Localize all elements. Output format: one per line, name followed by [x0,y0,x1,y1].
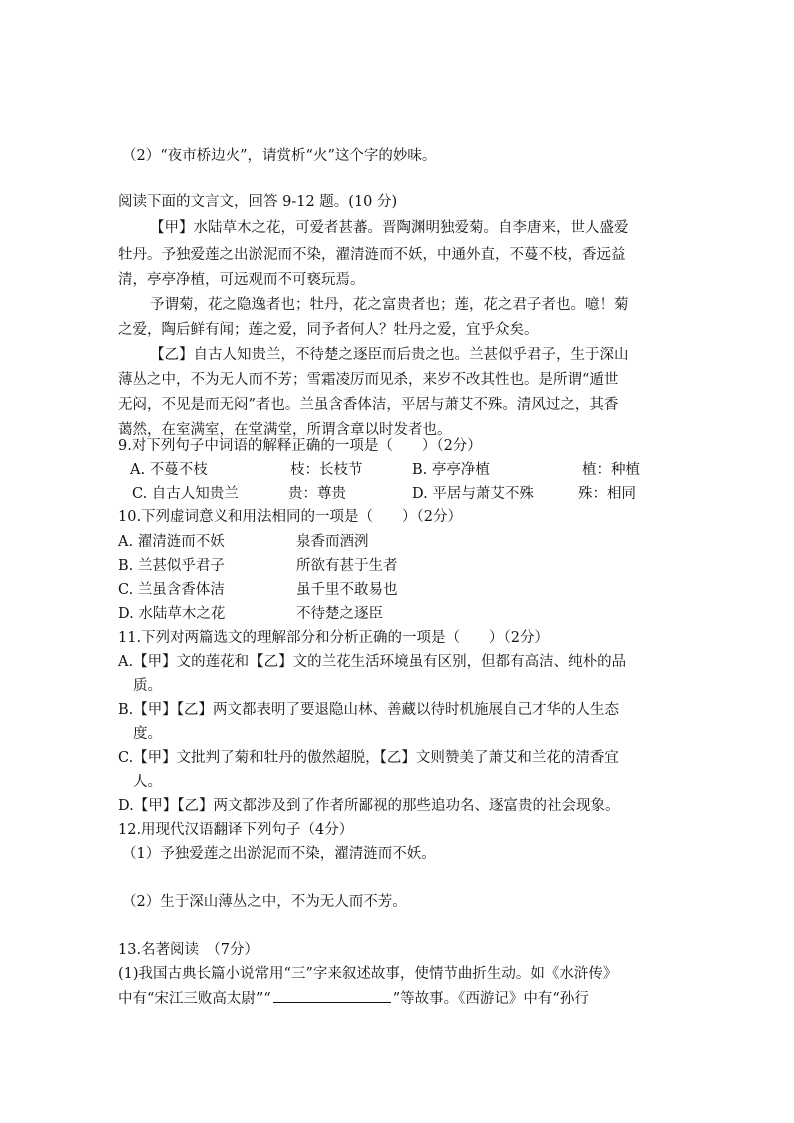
q13-line1: (1)我国古典长篇小说常用“三”字来叙述故事，使情节曲折生动。如《水浒传》 [118,966,618,982]
jia-p2-line2: 之爱，陶后鲜有闻；莲之爱，同予者何人？牡丹之爱，宜乎众矣。 [118,322,539,338]
q12-sentence-1: （1）予独爱莲之出淤泥而不染，濯清涟而不妖。 [122,846,436,862]
q9-stem: 9.对下列句子中词语的解释正确的一项是（ ）（2分） [118,438,482,454]
q10-option-a-right: 泉香而酒洌 [296,534,369,550]
q10-stem: 10.下列虚词意义和用法相同的一项是（ ）（2分） [118,509,463,525]
q10-option-c-right: 虽千里不敢易也 [296,582,398,598]
q13-line2-part1: 中有“宋江三败高太尉”“ [118,991,271,1007]
q11-option-b-line2: 度。 [133,726,162,742]
q9-option-b-explanation: 植：种植 [582,462,640,478]
q9-option-b-text: B. 亭亭净植 [412,462,490,478]
q12-sentence-2: （2）生于深山薄丛之中，不为无人而不芳。 [122,894,407,910]
q10-option-a [118,532,518,554]
q9-option-c-text: C. 自古人知贵兰 [132,486,239,502]
q13-stem: 13.名著阅读 （7分） [118,942,260,958]
q10-option-c-left: C. 兰虽含香体洁 [118,582,225,598]
yi-p-line3: 无闷，不见是而无闷”者也。兰虽含香体洁，平居与萧艾不殊。清风过之，其香 [118,397,619,413]
passage-intro: 阅读下面的文言文，回答 9-12 题。(10 分) [118,194,398,210]
q10-option-b-left: B. 兰甚似乎君子 [118,558,225,574]
q10-option-c [118,580,518,602]
q13-line2-part2: ”等故事。《西游记》中有“孙行 [392,991,589,1007]
jia-p1-line1: 【甲】水陆草木之花，可爱者甚蕃。晋陶渊明独爱菊。自李唐来，世人盛爱 [150,220,629,236]
q13-line2 [118,988,589,1010]
q9-row1 [130,460,690,482]
q9-option-d-explanation: 殊：相同 [578,486,636,502]
q11-stem: 11.下列对两篇选文的理解部分和分析正确的一项是（ ）（2分） [118,630,550,646]
q11-option-b-line1: B.【甲】【乙】两文都表明了要退隐山林、善藏以待时机施展自己才华的人生态 [118,702,620,718]
q11-option-a-line2: 质。 [133,678,162,694]
q13-answer-blank[interactable] [273,988,391,1003]
q10-option-d-right: 不待楚之逐臣 [296,606,383,622]
q11-option-a-line1: A.【甲】文的莲花和【乙】文的兰花生活环境虽有区别，但都有高洁、纯朴的品 [118,654,627,670]
jia-p1-line2: 牡丹。予独爱莲之出淤泥而不染，濯清涟而不妖，中通外直，不蔓不枝，香远益 [118,247,626,263]
q9-option-c-explanation: 贵：尊贵 [288,486,346,502]
q8-sub2: （2）“夜市桥边火”，请赏析“火”这个字的妙味。 [122,148,437,164]
q11-option-c-line2: 人。 [133,774,162,790]
q9-row2 [132,484,692,506]
q10-option-a-left: A. 濯清涟而不妖 [118,534,225,550]
jia-p2-line1: 予谓菊，花之隐逸者也；牡丹，花之富贵者也；莲，花之君子者也。噫！菊 [150,297,629,313]
q12-stem: 12.用现代汉语翻译下列句子（4分） [118,822,354,838]
q9-option-a-explanation: 枝：长枝节 [290,462,363,478]
jia-p1-line3: 清，亭亭净植，可远观而不可亵玩焉。 [118,272,365,288]
q10-option-b [118,556,518,578]
q10-option-d [118,604,518,626]
yi-p-line1: 【乙】自古人知贵兰，不待楚之逐臣而后贵之也。兰甚似乎君子，生于深山 [150,347,629,363]
q9-option-a-text: A. 不蔓不枝 [130,462,208,478]
q11-option-d-line1: D.【甲】【乙】两文都涉及到了作者所鄙视的那些追功名、逐富贵的社会现象。 [118,798,620,814]
q10-option-d-left: D. 水陆草木之花 [118,606,226,622]
yi-p-line4: 蔼然，在室满室，在堂满堂，所谓含章以时发者也。 [118,422,452,438]
q9-option-d-text: D. 平居与萧艾不殊 [412,486,534,502]
q10-option-b-right: 所欲有甚于生者 [296,558,398,574]
yi-p-line2: 薄丛之中，不为无人而不芳；雪霜凌厉而见杀，来岁不改其性也。是所谓“遁世 [118,372,619,388]
q11-option-c-line1: C.【甲】文批判了菊和牡丹的傲然超脱，【乙】文则赞美了萧艾和兰花的清香宜 [118,750,619,766]
